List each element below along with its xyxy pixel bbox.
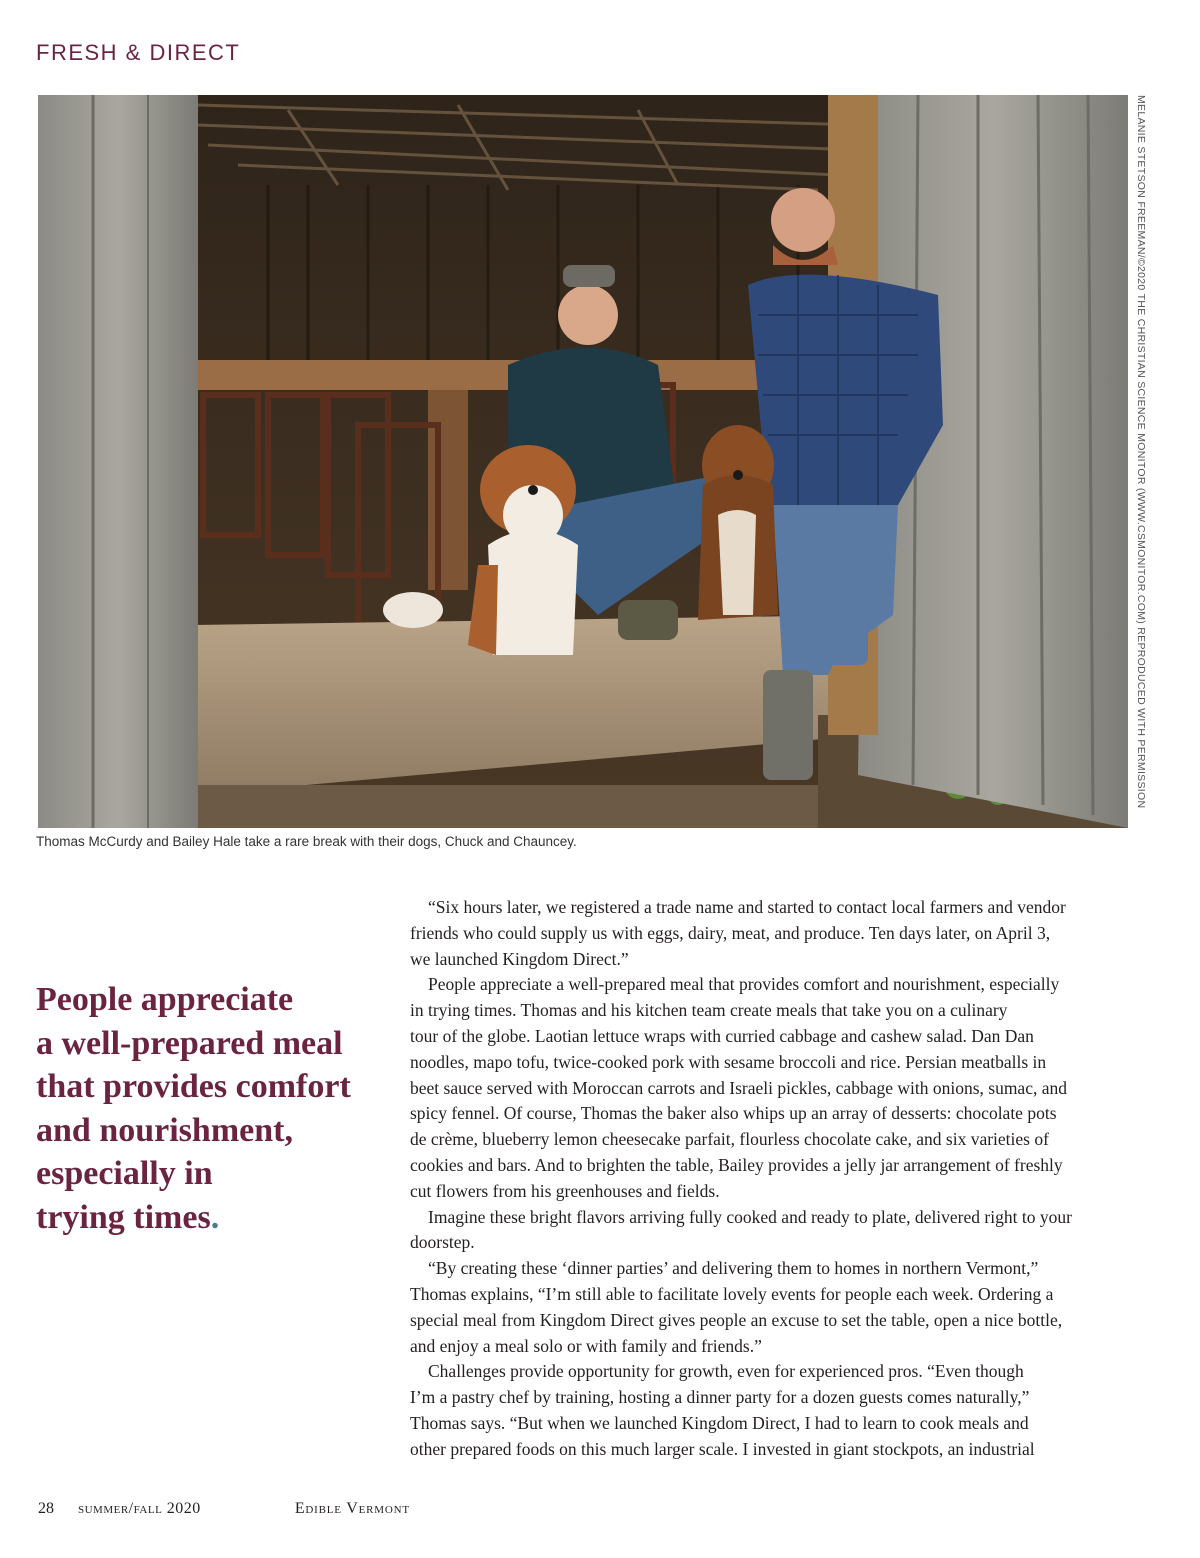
text-line: Thomas says. “But when we launched Kingdom Direct, I had to learn to cook meals and [410, 1412, 1029, 1433]
text-line: Imagine these bright flavors arriving fully cooked and ready to plate, delivered right to your [428, 1206, 1072, 1227]
section-label: FRESH & DIRECT [36, 40, 241, 65]
text-line: cut flowers from his greenhouses and fields. [410, 1180, 720, 1201]
text-line: spicy fennel. Of course, Thomas the baker also whips up an array of desserts: chocolate pots [410, 1103, 1057, 1124]
photo-credit: MELANIE STETSON FREEMAN/©2020 THE CHRISTIAN SCIENCE MONITOR (WWW.CSMONITOR.COM) REPRODUCED WITH PERMISSION [1135, 95, 1147, 809]
text-line: “Six hours later, we registered a trade name and started to contact local farmers and vendor [428, 897, 1066, 917]
paragraph [410, 972, 1132, 1204]
text-line: special meal from Kingdom Direct gives people an excuse to set the table, open a nice bottle, [410, 1309, 1063, 1330]
text-line: tour of the globe. Laotian lettuce wraps with curried cabbage and cashew salad. Dan Dan [410, 1025, 1034, 1046]
pull-quote-line-last [36, 1196, 366, 1240]
text-line: Thomas explains, “I’m still able to facilitate lovely events for people each week. Ordering a [410, 1283, 1054, 1304]
text-line: other prepared foods on this much larger scale. I invested in giant stockpots, an industrial [410, 1438, 1035, 1459]
text-line: friends who could supply us with eggs, dairy, meat, and produce. Ten days later, on April 3, [410, 922, 1051, 943]
issue-label: summer/fall 2020 [78, 1500, 201, 1517]
pull-quote-line: especially in [36, 1155, 213, 1192]
pull-quote-end-mark: . [210, 1198, 220, 1236]
text-line: de crème, blueberry lemon cheesecake parfait, flourless chocolate cake, and six varieties of [410, 1129, 1049, 1150]
text-line: doorstep. [410, 1232, 475, 1253]
text-line: in trying times. Thomas and his kitchen team create meals that take you on a culinary [410, 1000, 1008, 1021]
text-line: “By creating these ‘dinner parties’ and delivering them to homes in northern Vermont,” [428, 1258, 1039, 1279]
pull-quote-line: that provides comfort [36, 1068, 351, 1105]
pull-quote [36, 978, 366, 1239]
barn-photo-icon [38, 95, 1128, 828]
paragraph [410, 1256, 1132, 1359]
text-line: noodles, mapo tofu, twice-cooked pork with sesame broccoli and rice. Persian meatballs in [410, 1051, 1047, 1072]
paragraph [410, 895, 1132, 972]
pull-quote-line: People appreciate [36, 981, 294, 1018]
article-body [410, 895, 1132, 1463]
text-line: we launched Kingdom Direct.” [410, 948, 629, 969]
pull-quote-text: trying times [36, 1198, 211, 1236]
text-line: cookies and bars. And to brighten the table, Bailey provides a jelly jar arrangement of freshly [410, 1154, 1063, 1175]
paragraph [410, 1205, 1132, 1257]
text-line: I’m a pastry chef by training, hosting a dinner party for a dozen guests comes naturally,” [410, 1387, 1030, 1408]
page-number: 28 [38, 1500, 54, 1517]
paragraph [410, 1359, 1132, 1462]
photo-caption: Thomas McCurdy and Bailey Hale take a rare break with their dogs, Chuck and Chauncey. [36, 834, 577, 849]
text-line: Challenges provide opportunity for growth, even for experienced pros. “Even though [428, 1361, 1024, 1382]
text-line: beet sauce served with Moroccan carrots and Israeli pickles, cabbage with onions, sumac, and [410, 1077, 1067, 1098]
feature-photo [38, 95, 1128, 828]
text-line: People appreciate a well-prepared meal that provides comfort and nourishment, especially [428, 974, 1060, 995]
publication-name: Edible Vermont [294, 1500, 410, 1517]
text-line: and enjoy a meal solo or with family and friends.” [410, 1335, 762, 1356]
pull-quote-line: a well-prepared meal [36, 1024, 343, 1062]
page-footer [38, 1500, 410, 1518]
pull-quote-line: and nourishment, [36, 1111, 293, 1149]
